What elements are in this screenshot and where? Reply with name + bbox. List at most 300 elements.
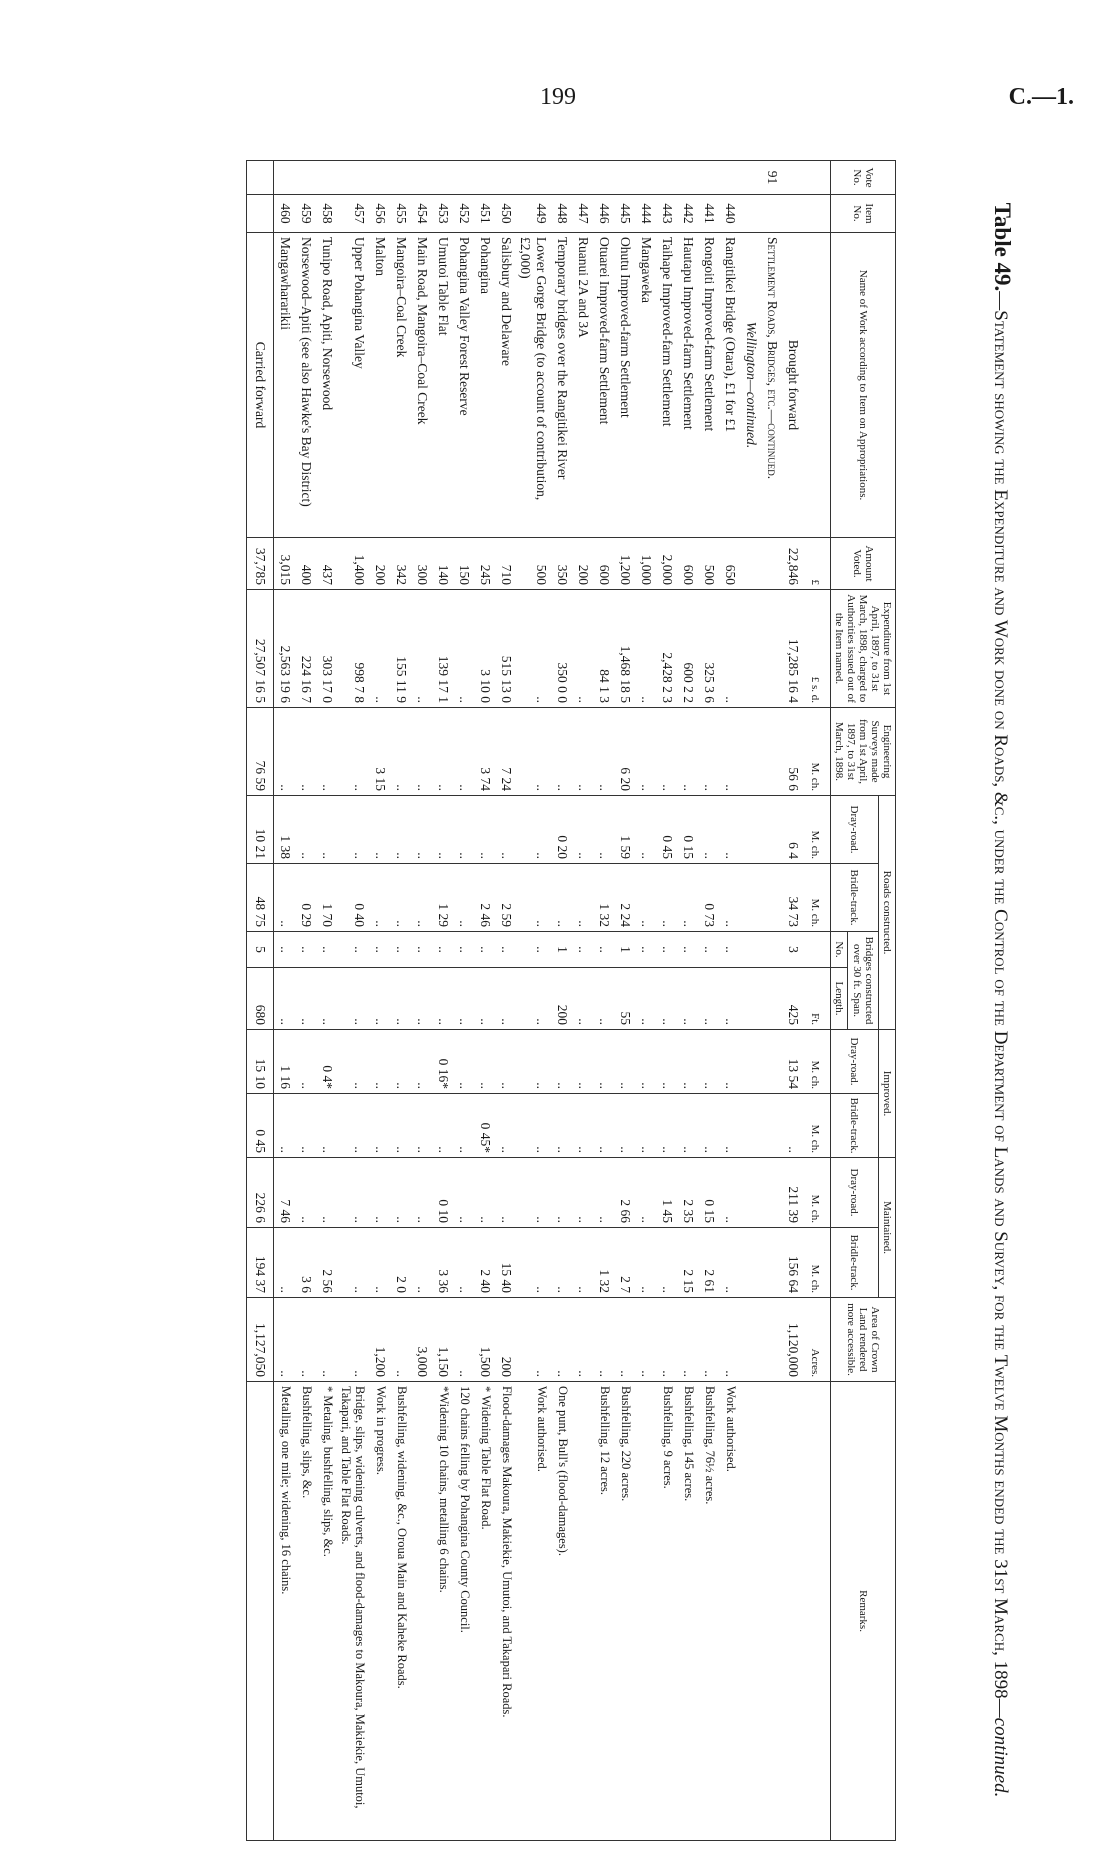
cell-rc-bridle: 0 29	[295, 864, 316, 932]
cell-expenditure: 2,563 19 6	[274, 590, 296, 708]
cell-remarks: Bushfelling, 145 acres.	[677, 1382, 698, 1841]
cell-area: ..	[316, 1298, 337, 1382]
cell-item-no: 447	[572, 195, 593, 233]
cell-mt-dray: ..	[551, 1158, 572, 1228]
cell-work-name: Wellington—continued.	[740, 233, 761, 538]
cell-mt-dray: 2 66	[614, 1158, 635, 1228]
cell-amount-voted: 500	[516, 538, 551, 590]
cell-amount-voted	[761, 538, 782, 590]
cell-rc-bridle: ..	[411, 864, 432, 932]
cell-mt-dray: ..	[719, 1158, 740, 1228]
cell-bridge-length: ..	[474, 968, 495, 1030]
cell-amount-voted: 1,200	[614, 538, 635, 590]
cell-expenditure: 998 7 8	[337, 590, 369, 708]
cell-vote-no	[411, 161, 432, 195]
table-row	[453, 161, 474, 1841]
header-expenditure: Expenditure from 1st April, 1897, to 31st March, 1898, charged to Authorities issued out of the Item named.	[831, 590, 896, 708]
cell-im-dray: ..	[369, 1030, 390, 1094]
cell-rc-bridle: ..	[635, 864, 656, 932]
cell-surveys: ..	[316, 708, 337, 796]
cell-work-name: Pohangina Valley Forest Reserve	[453, 233, 474, 538]
cell-bridge-no: 1	[614, 932, 635, 968]
cell-mt-bridle: 2 61	[698, 1228, 719, 1298]
cell-item-no: 460	[274, 195, 296, 233]
cell-amount-voted: 1,000	[635, 538, 656, 590]
cell-work-name: Malton	[369, 233, 390, 538]
cell-item-no: 443	[656, 195, 677, 233]
cell-expenditure: 303 17 0	[316, 590, 337, 708]
cell-mt-bridle: 15 40	[495, 1228, 516, 1298]
cell-im-bridle: ..	[782, 1094, 803, 1158]
cell-surveys: ..	[390, 708, 411, 796]
header-mt-bridle: Bridle-track.	[831, 1228, 879, 1298]
cell-mt-bridle: ..	[453, 1228, 474, 1298]
cell-item-no: 454	[411, 195, 432, 233]
cell-area: ..	[593, 1298, 614, 1382]
table-row	[677, 161, 698, 1841]
cell-amount-voted: 342	[390, 538, 411, 590]
cf-exp: 27,507 16 5	[247, 590, 274, 708]
cell-remarks: Bridge, slips, widening culverts, and flood-damages to Makoura, Makiekie, Umutoi, Takapari, and Table Flat Roads.	[337, 1382, 369, 1841]
cell-bridge-length: 425	[782, 968, 803, 1030]
table-row	[337, 161, 369, 1841]
cell-rc-dray: ..	[474, 796, 495, 864]
cell-bridge-no	[740, 932, 761, 968]
cell-mt-dray	[740, 1158, 761, 1228]
cell-vote-no	[740, 161, 761, 195]
cell-bridge-no: ..	[656, 932, 677, 968]
cf-im-dray: 15 10	[247, 1030, 274, 1094]
cell-remarks	[635, 1382, 656, 1841]
cell-im-bridle: ..	[432, 1094, 453, 1158]
cell-mt-bridle: ..	[411, 1228, 432, 1298]
header-surveys: Engineering Surveys made from 1st April, 1897, to 31st March, 1898.	[831, 708, 896, 796]
cell-mt-dray: ..	[337, 1158, 369, 1228]
table-row	[719, 161, 740, 1841]
cell-surveys: ..	[593, 708, 614, 796]
cell-bridge-length: ..	[516, 968, 551, 1030]
cell-work-name: Mangoira–Coal Creek	[390, 233, 411, 538]
cell-vote-no	[316, 161, 337, 195]
unit-amount: £	[803, 538, 831, 590]
cell-im-dray: ..	[411, 1030, 432, 1094]
cell-area: ..	[656, 1298, 677, 1382]
header-mt-dray: Dray-road.	[831, 1158, 879, 1228]
cell-im-bridle: ..	[572, 1094, 593, 1158]
cell-bridge-length: 55	[614, 968, 635, 1030]
cell-item-no: 441	[698, 195, 719, 233]
cell-bridge-no: ..	[698, 932, 719, 968]
unit-rc-dray: M. ch.	[803, 796, 831, 864]
cell-expenditure: 350 0 0	[551, 590, 572, 708]
cell-rc-dray: ..	[516, 796, 551, 864]
cell-mt-dray: 211 39	[782, 1158, 803, 1228]
cell-mt-bridle: 3 36	[432, 1228, 453, 1298]
cell-vote-no	[474, 161, 495, 195]
cell-mt-bridle	[761, 1228, 782, 1298]
table-row	[474, 161, 495, 1841]
cell-work-name: Mangawhararikii	[274, 233, 296, 538]
cell-vote-no	[369, 161, 390, 195]
cell-item-no	[782, 195, 803, 233]
cell-mt-bridle: ..	[516, 1228, 551, 1298]
cell-im-dray: ..	[656, 1030, 677, 1094]
cell-surveys	[740, 708, 761, 796]
cell-bridge-no: ..	[337, 932, 369, 968]
cell-work-name: Hautapu Improved-farm Settlement	[677, 233, 698, 538]
cell-rc-dray: ..	[453, 796, 474, 864]
cell-im-dray: ..	[474, 1030, 495, 1094]
cell-work-name: Taihape Improved-farm Settlement	[656, 233, 677, 538]
cell-amount-voted: 150	[453, 538, 474, 590]
cell-bridge-no	[761, 932, 782, 968]
cell-bridge-length: ..	[495, 968, 516, 1030]
cell-im-bridle: 0 45*	[474, 1094, 495, 1158]
cell-surveys: ..	[432, 708, 453, 796]
cell-remarks: 120 chains felling by Pohangina County Council.	[453, 1382, 474, 1841]
cell-remarks: One punt, Bull's (flood-damages).	[551, 1382, 572, 1841]
cell-vote-no	[782, 161, 803, 195]
cell-bridge-no: ..	[295, 932, 316, 968]
cell-amount-voted: 600	[677, 538, 698, 590]
unit-im-bridle: M. ch.	[803, 1094, 831, 1158]
cell-rc-bridle	[740, 864, 761, 932]
units-row	[803, 161, 831, 1841]
cell-im-dray	[740, 1030, 761, 1094]
unit-mt-dray: M. ch.	[803, 1158, 831, 1228]
cell-rc-dray: 0 15	[677, 796, 698, 864]
section-code: C.—1.	[1008, 84, 1074, 110]
cell-item-no: 446	[593, 195, 614, 233]
cell-rc-dray: ..	[337, 796, 369, 864]
cell-amount-voted: 2,000	[656, 538, 677, 590]
expenditure-table	[247, 160, 897, 1841]
cell-remarks	[761, 1382, 782, 1841]
cell-area: 1,200	[369, 1298, 390, 1382]
cell-im-dray: ..	[295, 1030, 316, 1094]
cell-mt-dray: ..	[390, 1158, 411, 1228]
cf-rc-dray: 10 21	[247, 796, 274, 864]
cell-bridge-length: ..	[635, 968, 656, 1030]
cell-rc-bridle: ..	[572, 864, 593, 932]
cell-expenditure: 155 11 9	[390, 590, 411, 708]
header-im-bridle: Bridle-track.	[831, 1094, 879, 1158]
cell-mt-bridle: ..	[572, 1228, 593, 1298]
cell-expenditure: 515 13 0	[495, 590, 516, 708]
cell-mt-dray: 1 45	[656, 1158, 677, 1228]
cell-mt-bridle: 2 7	[614, 1228, 635, 1298]
cf-rc-bridle: 48 75	[247, 864, 274, 932]
cell-amount-voted: 400	[295, 538, 316, 590]
unit-bridge-length: Ft.	[803, 968, 831, 1030]
cell-im-bridle: ..	[677, 1094, 698, 1158]
cell-rc-bridle: 1 32	[593, 864, 614, 932]
cell-bridge-length: ..	[337, 968, 369, 1030]
cell-expenditure: ..	[516, 590, 551, 708]
cell-mt-bridle: ..	[719, 1228, 740, 1298]
cell-vote-no	[516, 161, 551, 195]
cell-mt-dray: 2 35	[677, 1158, 698, 1228]
cell-expenditure: ..	[719, 590, 740, 708]
cell-mt-bridle: 2 15	[677, 1228, 698, 1298]
cell-remarks	[572, 1382, 593, 1841]
cf-area: 1,127,050	[247, 1298, 274, 1382]
cell-work-name: Lower Gorge Bridge (to account of contribution, £2,000)	[516, 233, 551, 538]
cell-im-dray: ..	[516, 1030, 551, 1094]
cell-mt-dray: ..	[411, 1158, 432, 1228]
cell-im-dray: 0 4*	[316, 1030, 337, 1094]
cell-item-no	[761, 195, 782, 233]
cell-item-no: 450	[495, 195, 516, 233]
cell-area: ..	[551, 1298, 572, 1382]
cell-expenditure: 325 3 6	[698, 590, 719, 708]
table-row	[411, 161, 432, 1841]
cell-vote-no	[572, 161, 593, 195]
cf-mt-dray: 226 6	[247, 1158, 274, 1228]
cell-rc-bridle: ..	[677, 864, 698, 932]
cell-amount-voted: 3,015	[274, 538, 296, 590]
cell-work-name: Mangaweka	[635, 233, 656, 538]
cell-surveys: 3 74	[474, 708, 495, 796]
cell-rc-bridle: 2 46	[474, 864, 495, 932]
cell-im-dray: ..	[495, 1030, 516, 1094]
cell-bridge-length	[761, 968, 782, 1030]
cell-work-name: Pohangina	[474, 233, 495, 538]
cell-rc-dray: ..	[495, 796, 516, 864]
cell-surveys: ..	[698, 708, 719, 796]
header-rc-bridle: Bridle-track.	[831, 864, 879, 932]
cell-mt-bridle: 2 40	[474, 1228, 495, 1298]
cell-work-name: Temporary bridges over the Rangitikei River	[551, 233, 572, 538]
cell-surveys: ..	[719, 708, 740, 796]
table-row	[390, 161, 411, 1841]
cell-expenditure: 224 16 7	[295, 590, 316, 708]
cell-im-dray: ..	[698, 1030, 719, 1094]
cell-vote-no	[614, 161, 635, 195]
cell-rc-bridle: 1 70	[316, 864, 337, 932]
cell-bridge-no: ..	[474, 932, 495, 968]
table-row	[316, 161, 337, 1841]
cell-remarks: Bushfelling, 12 acres.	[593, 1382, 614, 1841]
cell-im-dray: ..	[337, 1030, 369, 1094]
cell-im-dray	[761, 1030, 782, 1094]
cell-im-dray: 13 54	[782, 1030, 803, 1094]
cell-bridge-length: ..	[274, 968, 296, 1030]
header-bridge-length: Length.	[831, 968, 848, 1030]
table-row	[656, 161, 677, 1841]
cell-vote-no: 91	[761, 161, 782, 195]
cell-rc-dray	[740, 796, 761, 864]
cell-item-no: 451	[474, 195, 495, 233]
cell-rc-dray: 1 59	[614, 796, 635, 864]
table-row	[495, 161, 516, 1841]
cell-im-bridle: ..	[698, 1094, 719, 1158]
table-row	[551, 161, 572, 1841]
cell-expenditure: ..	[635, 590, 656, 708]
cell-mt-bridle: ..	[274, 1228, 296, 1298]
unit-surveys: M. ch.	[803, 708, 831, 796]
table-row	[593, 161, 614, 1841]
cell-rc-dray: ..	[719, 796, 740, 864]
cell-vote-no	[453, 161, 474, 195]
cell-vote-no	[274, 161, 296, 195]
cell-rc-bridle: 0 73	[698, 864, 719, 932]
cell-work-name: Tunipo Road, Apiti, Norsewood	[316, 233, 337, 538]
cell-expenditure: ..	[453, 590, 474, 708]
cell-rc-dray: ..	[295, 796, 316, 864]
table-title-text: —Statement showing the Expenditure and Work done on Roads, &c., under the Control of the Department of Lands and Survey, for the Twelve Months ended the 31st March, 1898—	[990, 291, 1011, 1718]
cell-bridge-length: ..	[390, 968, 411, 1030]
cell-surveys: ..	[656, 708, 677, 796]
header-item-no: Item No.	[831, 195, 896, 233]
cell-mt-dray: 0 15	[698, 1158, 719, 1228]
cell-work-name: Brought forward	[782, 233, 803, 538]
cell-rc-dray: ..	[572, 796, 593, 864]
unit-rc-bridle: M. ch.	[803, 864, 831, 932]
cell-expenditure: 139 17 1	[432, 590, 453, 708]
table-row	[761, 161, 782, 1841]
table-title-continued: continued.	[990, 1717, 1011, 1798]
cell-remarks: Bushfelling, widening, &c., Oroua Main and Kaheke Roads.	[390, 1382, 411, 1841]
cell-mt-bridle: 3 6	[295, 1228, 316, 1298]
cell-mt-dray: ..	[316, 1158, 337, 1228]
cell-bridge-length: ..	[453, 968, 474, 1030]
cell-bridge-no: ..	[316, 932, 337, 968]
cell-rc-bridle: ..	[390, 864, 411, 932]
cell-mt-bridle: ..	[635, 1228, 656, 1298]
cell-rc-bridle: ..	[656, 864, 677, 932]
cell-remarks: Flood-damages Makoura, Makiekie, Umutoi, and Takapari Roads.	[495, 1382, 516, 1841]
cell-mt-dray: ..	[516, 1158, 551, 1228]
cell-bridge-length: 200	[551, 968, 572, 1030]
table-row	[614, 161, 635, 1841]
cell-expenditure: 2,428 2 3	[656, 590, 677, 708]
header-rc-dray: Dray-road.	[831, 796, 879, 864]
cell-amount-voted: 300	[411, 538, 432, 590]
table-row	[782, 161, 803, 1841]
cell-work-name: Rongoiti Improved-farm Settlement	[698, 233, 719, 538]
cell-vote-no	[593, 161, 614, 195]
cell-im-bridle: ..	[635, 1094, 656, 1158]
table-row	[432, 161, 453, 1841]
cell-vote-no	[295, 161, 316, 195]
cell-area: ..	[719, 1298, 740, 1382]
cell-bridge-length	[740, 968, 761, 1030]
cell-bridge-no: ..	[274, 932, 296, 968]
cell-work-name: Main Road, Mangoira–Coal Creek	[411, 233, 432, 538]
cell-mt-bridle: 2 0	[390, 1228, 411, 1298]
cell-item-no: 448	[551, 195, 572, 233]
cell-im-bridle: ..	[390, 1094, 411, 1158]
cell-work-name: Umutoi Table Flat	[432, 233, 453, 538]
cell-item-no: 455	[390, 195, 411, 233]
cell-vote-no	[551, 161, 572, 195]
cell-im-dray: 1 16	[274, 1030, 296, 1094]
cell-rc-dray: ..	[390, 796, 411, 864]
cell-work-name: Settlement Roads, Bridges, etc.—continued.	[761, 233, 782, 538]
cell-expenditure: 600 2 2	[677, 590, 698, 708]
cell-rc-bridle: ..	[453, 864, 474, 932]
cell-work-name: Otuarei Improved-farm Settlement	[593, 233, 614, 538]
cell-surveys: 6 20	[614, 708, 635, 796]
cell-im-bridle: ..	[453, 1094, 474, 1158]
cell-rc-bridle: 0 40	[337, 864, 369, 932]
cell-item-no: 445	[614, 195, 635, 233]
cell-remarks: Work authorised.	[719, 1382, 740, 1841]
cell-mt-dray: ..	[369, 1158, 390, 1228]
cell-amount-voted: 500	[698, 538, 719, 590]
cell-im-dray: ..	[551, 1030, 572, 1094]
cell-im-bridle: ..	[719, 1094, 740, 1158]
cell-area: ..	[274, 1298, 296, 1382]
cf-bridge-length: 680	[247, 968, 274, 1030]
unit-mt-bridle: M. ch.	[803, 1228, 831, 1298]
cell-rc-bridle: 2 59	[495, 864, 516, 932]
cell-rc-dray: 0 45	[656, 796, 677, 864]
cell-vote-no	[656, 161, 677, 195]
header-improved: Improved.	[879, 1030, 896, 1158]
cell-remarks: * Metaling, bushfelling, slips, &c.	[316, 1382, 337, 1841]
table-row	[698, 161, 719, 1841]
cell-expenditure: 84 1 3	[593, 590, 614, 708]
cell-mt-dray: ..	[474, 1158, 495, 1228]
cell-item-no: 453	[432, 195, 453, 233]
cell-area: ..	[677, 1298, 698, 1382]
cell-rc-bridle: ..	[369, 864, 390, 932]
cell-surveys: ..	[295, 708, 316, 796]
cell-im-dray: 0 16*	[432, 1030, 453, 1094]
cell-bridge-length: ..	[656, 968, 677, 1030]
cell-bridge-length: ..	[677, 968, 698, 1030]
cell-im-bridle: ..	[369, 1094, 390, 1158]
cell-im-dray: ..	[614, 1030, 635, 1094]
cell-mt-dray: ..	[593, 1158, 614, 1228]
header-vote-no: Vote No.	[831, 161, 896, 195]
cell-area: 1,150	[432, 1298, 453, 1382]
cell-mt-bridle: ..	[337, 1228, 369, 1298]
cell-remarks: * Widening Table Flat Road.	[474, 1382, 495, 1841]
cell-item-no: 449	[516, 195, 551, 233]
cell-surveys: 7 24	[495, 708, 516, 796]
cell-expenditure: 17,285 16 4	[782, 590, 803, 708]
carried-forward-label: Carried forward	[247, 233, 274, 538]
cell-bridge-no: 3	[782, 932, 803, 968]
cell-amount-voted: 650	[719, 538, 740, 590]
cell-area: 3,000	[411, 1298, 432, 1382]
cell-amount-voted: 710	[495, 538, 516, 590]
header-bridge-no: No.	[831, 932, 848, 968]
cell-amount-voted: 245	[474, 538, 495, 590]
cell-im-bridle: ..	[495, 1094, 516, 1158]
cell-area: ..	[337, 1298, 369, 1382]
table-row	[274, 161, 296, 1841]
cell-expenditure: 3 10 0	[474, 590, 495, 708]
cell-im-dray: ..	[677, 1030, 698, 1094]
cell-bridge-length: ..	[593, 968, 614, 1030]
cell-mt-dray: ..	[295, 1158, 316, 1228]
cell-surveys: ..	[516, 708, 551, 796]
cell-bridge-length: ..	[411, 968, 432, 1030]
cell-area: ..	[390, 1298, 411, 1382]
cell-work-name: Ruanui 2A and 3A	[572, 233, 593, 538]
cell-amount-voted	[740, 538, 761, 590]
cell-rc-bridle: 2 24	[614, 864, 635, 932]
cell-rc-bridle: ..	[274, 864, 296, 932]
cell-bridge-length: ..	[295, 968, 316, 1030]
cell-remarks: Metalling, one mile; widening, 16 chains.	[274, 1382, 296, 1841]
cell-surveys: ..	[677, 708, 698, 796]
cell-mt-dray: ..	[572, 1158, 593, 1228]
